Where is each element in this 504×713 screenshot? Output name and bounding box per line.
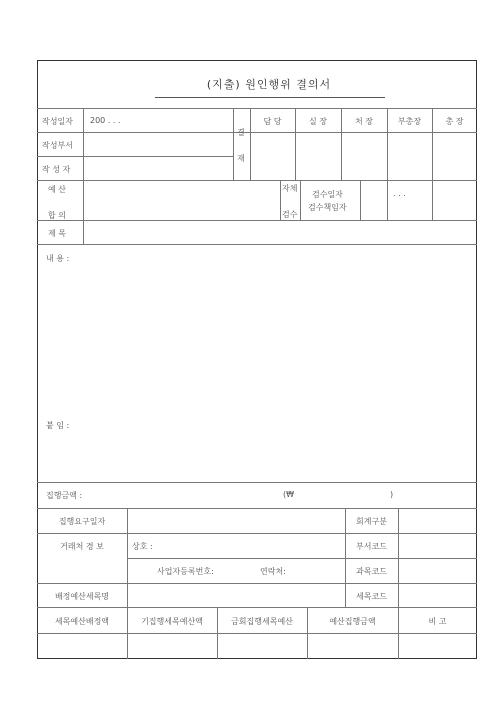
- rule: [233, 108, 234, 180]
- rule: [37, 244, 477, 245]
- footer-header: 예산집행금액: [329, 617, 376, 626]
- rule: [307, 607, 308, 659]
- document-title: (지출) 원인행위 결의서: [206, 78, 332, 91]
- rule: [127, 607, 128, 659]
- rule: [37, 583, 477, 584]
- inspect-date-field[interactable]: . . .: [393, 189, 406, 198]
- amount-currency: (₩: [283, 490, 295, 499]
- budget-label: 예 산: [48, 185, 66, 194]
- approver-head: 처 장: [355, 117, 373, 126]
- contact-label: 연락처:: [260, 567, 286, 576]
- approver-vice-president: 부총장: [397, 117, 422, 126]
- rule: [83, 108, 84, 244]
- approver-staff: 담 당: [263, 117, 282, 126]
- date-label: 작성일자: [42, 117, 73, 126]
- inspect-label: 검수: [282, 210, 298, 219]
- approval-label-top: 결: [237, 128, 245, 137]
- rule: [37, 180, 477, 181]
- approver-director: 실 장: [309, 117, 327, 126]
- amount-label: 집행금액 :: [46, 491, 83, 500]
- agreement-label: 합 의: [48, 211, 66, 220]
- footer-header: 기집행세목예산액: [141, 617, 203, 626]
- dept-label: 작성부서: [42, 141, 73, 150]
- rule: [37, 607, 477, 608]
- rule: [127, 508, 128, 608]
- rule: [37, 633, 477, 634]
- content-label: 내 용 :: [46, 254, 70, 263]
- footer-header: 세목예산배정액: [54, 617, 110, 626]
- form-frame: [37, 60, 477, 659]
- footer-header: 비 고: [428, 617, 447, 626]
- rule: [398, 607, 399, 659]
- rule: [37, 508, 477, 509]
- inspect-date-label: 검수일자: [312, 190, 343, 199]
- rule: [300, 180, 301, 220]
- date-field[interactable]: 200 . . .: [90, 116, 121, 125]
- inspect-person-label: 검수책임자: [308, 203, 347, 212]
- rule: [233, 132, 477, 133]
- rule: [127, 558, 477, 559]
- vendor-label: 거래처 경 보: [60, 542, 104, 551]
- biz-no-label: 사업자등록번호:: [157, 567, 214, 576]
- vendor-name-label: 상호 :: [132, 542, 153, 551]
- rule: [37, 156, 233, 157]
- item-code-label: 세목코드: [356, 592, 387, 601]
- rule: [37, 220, 477, 221]
- accounting-label: 회계구분: [356, 517, 387, 526]
- approver-president: 총 장: [445, 117, 464, 126]
- rule: [398, 508, 399, 608]
- approval-label-bottom: 재: [237, 154, 245, 163]
- rule: [37, 482, 477, 483]
- rule: [37, 533, 477, 534]
- self-label: 자체: [282, 184, 298, 193]
- subject-label: 제 목: [48, 229, 66, 238]
- attachment-label: 붙 임 :: [46, 421, 70, 430]
- amount-close: ): [390, 490, 394, 499]
- footer-header: 금회집행세목예산: [231, 617, 293, 626]
- rule: [37, 132, 233, 133]
- dept-code-label: 부서코드: [356, 542, 387, 551]
- rule: [360, 180, 361, 220]
- author-label: 작 성 자: [42, 165, 71, 174]
- request-date-label: 집행요구일자: [58, 517, 106, 526]
- rule: [280, 180, 281, 220]
- rule: [217, 607, 218, 659]
- rule: [37, 108, 477, 109]
- subject-code-label: 과목코드: [356, 567, 387, 576]
- budget-item-label: 배정예산세목명: [54, 592, 110, 601]
